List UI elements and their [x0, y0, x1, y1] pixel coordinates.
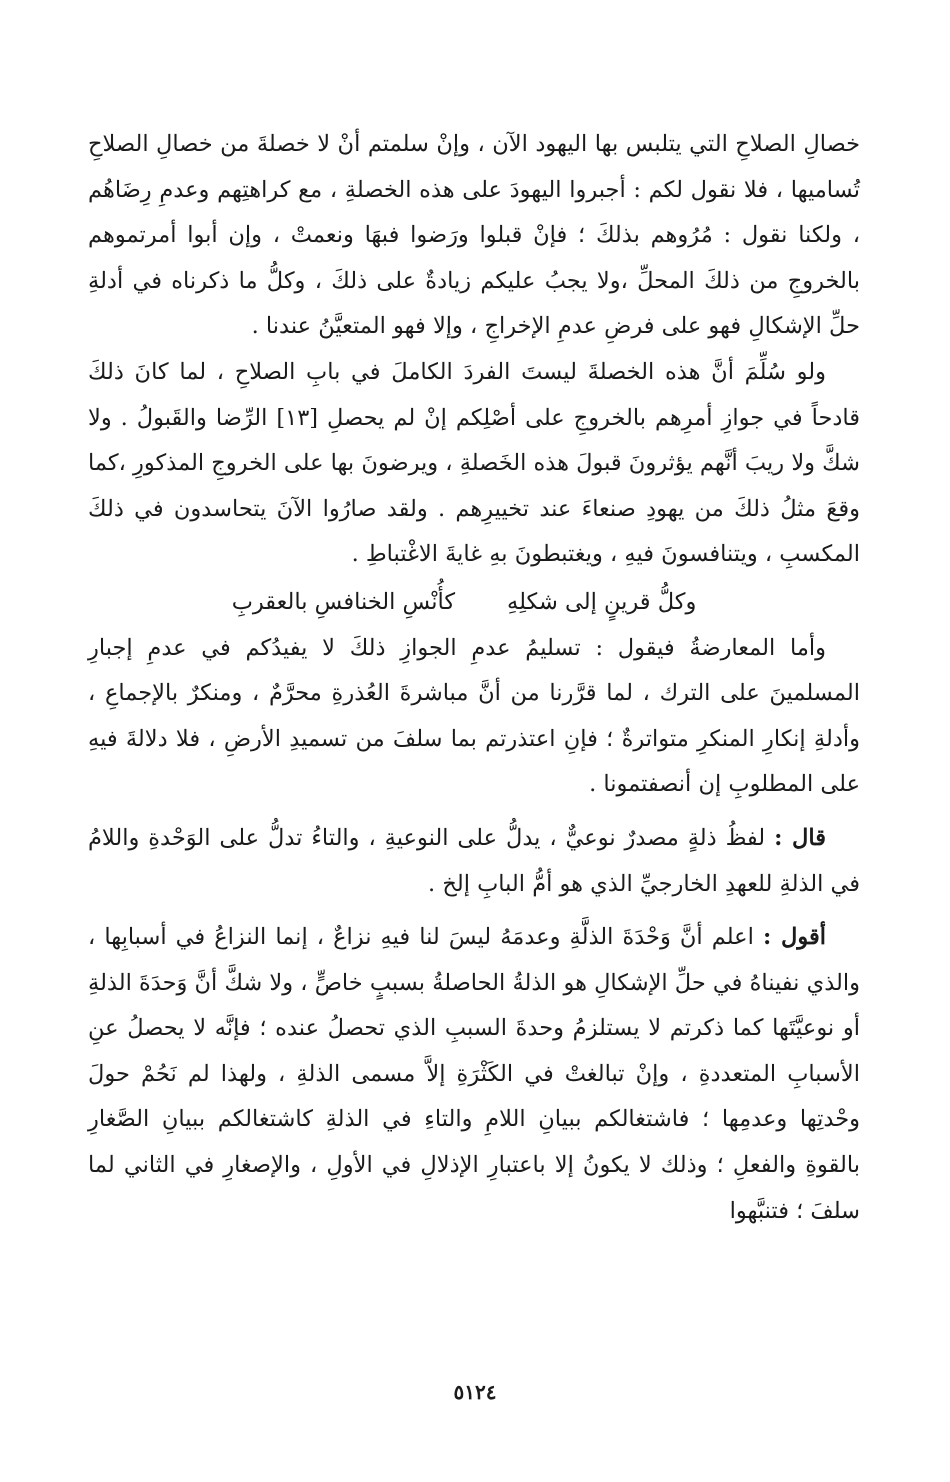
paragraph-text: اعلم أنَّ وَحْدَةَ الذلَّةِ وعدمَهُ ليسَ لنا فيهِ نزاعٌ ، إنما النزاعُ في أسبابِها ، والذي نفيناهُ في حلِّ الإشكالِ هو الذلةُ الحاصلةُ بسببٍ خاصٍّ ، ولا شكَّ أنَّ وَحدَةَ الذلةِ أو نوعيَّتَها كما ذكرتم لا يستلزمُ وحدةَ السببِ الذي تحصلُ عنده ؛ فإنَّه لا يحصلُ عنِ الأسبابِ المتعددةِ ، وإنْ تبالغتْ في الكَثْرَةِ إلاَّ مسمى الذلةِ ، ولهذا لم نَحُمْ حولَ وحْدتِها وعدمِها ؛ فاشتغالكم ببيانِ اللامِ والتاءِ في الذلةِ كاشتغالكم ببيانِ الصَّغارِ بالقوةِ والفعلِ ؛ وذلك لا يكونُ إلا باعتبارِ الإذلالِ في الأولِ ، والإصغارِ في الثاني لما سلفَ ؛ فتنبَّهوا	[88, 924, 860, 1224]
body-text	[88, 122, 860, 1234]
verse-first-hemistich: وكلُّ قرينٍ إلى شكلِهِ	[507, 588, 697, 615]
paragraph-continuation	[88, 122, 860, 350]
paragraph-keyword: قال :	[774, 824, 826, 851]
paragraph-aqulu	[88, 915, 860, 1234]
paragraph-text: ولو سُلِّمَ أنَّ هذه الخصلةَ ليستَ الفردَ الكاملَ في بابِ الصلاحِ ، لما كانَ ذلكَ قادحاً في جوازِ أمرِهم بالخروجِ على أصْلِكم إنْ لم يحصلِ [١٣] الرِّضا والقَبولُ . ولا شكَّ ولا ريبَ أنَّهم يؤثرونَ قبولَ هذه الخَصلةِ ، ويرضونَ بها على الخروجِ المذكورِ ،كما وقعَ مثلُ ذلكَ من يهودِ صنعاءَ عند تخييرِهم . ولقد صارُوا الآنَ يتحاسدون في ذلكَ المكسبِ ، ويتنافسونَ فيهِ ، ويغتبطونَ بهِ غايةَ الاغْتباطِ .	[88, 358, 860, 568]
paragraph-text: لفظُ ذلةٍ مصدرٌ نوعيٌّ ، يدلُّ على النوعيةِ ، والتاءُ تدلُّ على الوَحْدةِ واللامُ في الذلةِ للعهدِ الخارجيِّ الذي هو أمُّ البابِ إلخ .	[88, 824, 860, 897]
paragraph-text: خصالِ الصلاحِ التي يتلبس بها اليهود الآن ، وإنْ سلمتم أنْ لا خصلةَ من خصالِ الصلاحِ تُساميها ، فلا نقول لكم : أجبروا اليهودَ على هذه الخصلةِ ، مع كراهتِهم وعدمِ رِضَاهُم ، ولكنا نقول : مُرُوهم بذلكَ ؛ فإنْ قبلوا ورَضوا فبهَا ونعمتْ ، وإن أبوا أمرتموهم بالخروجِ من ذلكَ المحلِّ ،ولا يجبُ عليكم زيادةٌ على ذلكَ ، وكلُّ ما ذكرناه في أدلةِ حلِّ الإشكالِ فهو على فرضِ عدمِ الإخراجِ ، وإلا فهو المتعيَّنُ عندنا .	[88, 131, 860, 340]
paragraph-qala	[88, 816, 860, 907]
paragraph-concession	[88, 350, 860, 578]
verse-second-hemistich: كأُنْسِ الخنافسِ بالعقربِ	[231, 588, 456, 615]
poetry-verse	[88, 580, 860, 626]
paragraph-text: وأما المعارضةُ فيقول : تسليمُ عدمِ الجوازِ ذلكَ لا يفيدُكم في عدمِ إجبارِ المسلمينَ على الترك ، لما قرَّرنا من أنَّ مباشرةَ العُذرةِ محرَّمٌ ، ومنكرٌ بالإجماعِ ، وأدلةِ إنكارِ المنكرِ متواترةٌ ؛ فإنِ اعتذرتم بما سلفَ من تسميدِ الأرضِ ، فلا دلالةَ فيهِ على المطلوبِ إن أنصفتمونا .	[88, 634, 860, 798]
paragraph-objection	[88, 626, 860, 808]
paragraph-keyword: أقول :	[762, 924, 826, 951]
page-number: ٥١٢٤	[453, 1380, 497, 1404]
